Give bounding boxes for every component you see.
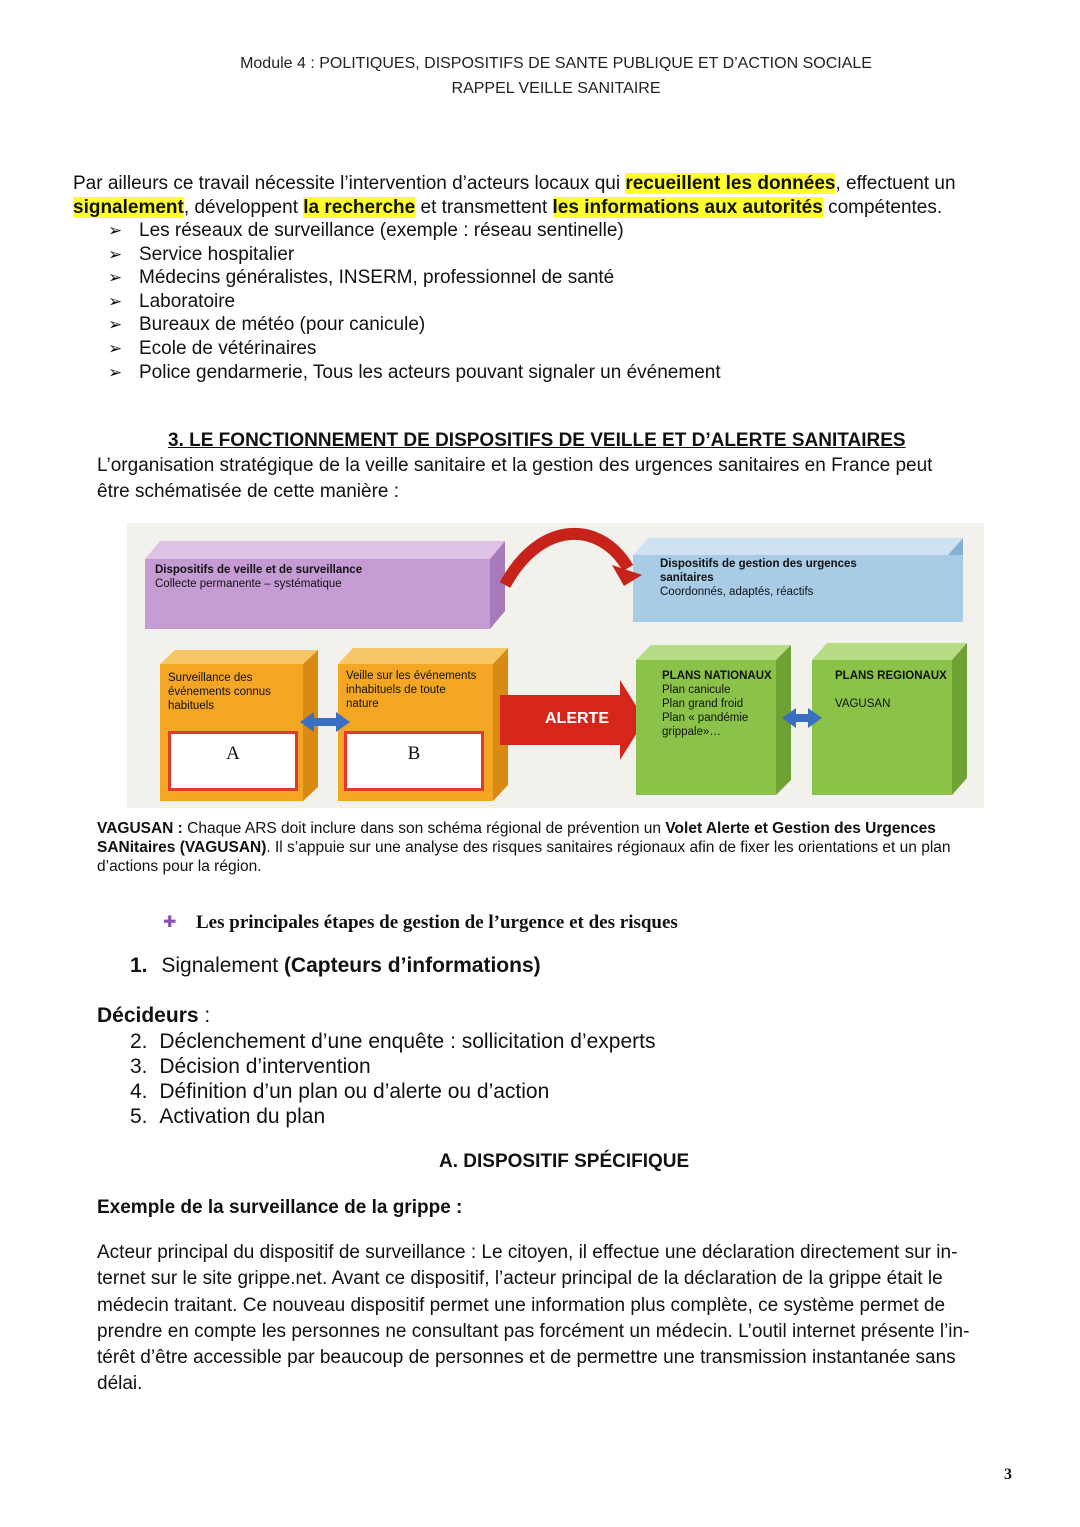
nat-box-top: [636, 645, 791, 660]
arrow-bullet-icon: ➢: [108, 338, 123, 358]
gestion-box-top: [633, 538, 963, 555]
reg-box-label: PLANS REGIONAUX VAGUSAN: [835, 670, 947, 710]
section-a-title: A. DISPOSITIF SPÉCIFIQUE: [439, 1151, 690, 1172]
list-item: ➢ Service hospitalier: [108, 243, 295, 265]
curved-arrow-icon: [505, 534, 628, 585]
box-b-top: [338, 648, 508, 664]
intro-line-1: Par ailleurs ce travail nécessite l’intervention d’acteurs locaux qui recueillent les données, effectuent un: [73, 173, 956, 194]
arrow-bullet-icon: ➢: [108, 291, 123, 311]
arrow-bullet-icon: ➢: [108, 315, 123, 335]
arrow-bullet-icon: ➢: [108, 268, 123, 288]
decideurs-label: Décideurs :: [97, 1004, 211, 1027]
vagusan-note: VAGUSAN : Chaque ARS doit inclure dans son schéma régional de prévention un Volet Alerte et Gestion des Urgences SANitaires (VAGUSAN). Il s’appuie sur une analyse des risques sanitaires régionaux afin de fixer les orientations et un plan d’actions pour la région.: [97, 820, 951, 875]
page-header-title: Module 4 : POLITIQUES, DISPOSITIFS DE SANTE PUBLIQUE ET D’ACTION SOCIALE: [240, 55, 872, 72]
alerte-label: ALERTE: [545, 710, 609, 727]
box-b-label: Veille sur les événements inhabituels de toute nature: [346, 670, 477, 710]
section-3-title: 3. LE FONCTIONNEMENT DE DISPOSITIFS DE VEILLE ET D’ALERTE SANITAIRES: [168, 430, 906, 451]
highlight-informations: les informations aux autorités: [552, 197, 823, 218]
list-item: ➢ Les réseaux de surveillance (exemple : réseau sentinelle): [108, 220, 624, 241]
reg-box-side: [952, 643, 967, 795]
page-number: 3: [1004, 1466, 1012, 1483]
plus-bullet-icon: ✚: [163, 914, 177, 931]
list-item: 5. Activation du plan: [130, 1105, 326, 1128]
nat-box-label: PLANS NATIONAUX Plan canicule Plan grand froid Plan « pandémie grippale»…: [662, 670, 772, 738]
list-item: 2. Déclenchement d’une enquête : sollicitation d’experts: [130, 1030, 656, 1053]
steps-list: [130, 1029, 656, 1129]
list-item: ➢ Laboratoire: [108, 290, 236, 312]
list-item: ➢ Ecole de vétérinaires: [108, 337, 317, 359]
list-item: ➢ Médecins généralistes, INSERM, professionnel de santé: [108, 267, 615, 289]
arrow-bullet-icon: ➢: [108, 362, 123, 382]
step-1: 1. Signalement (Capteurs d’informations): [130, 954, 541, 977]
highlight-recherche: la recherche: [303, 197, 416, 218]
gestion-box: Dispositifs de gestion des urgences sanitaires Coordonnés, adaptés, réactifs: [660, 558, 857, 598]
highlight-recueillent: recueillent les données: [625, 173, 836, 194]
reg-box-top: [812, 643, 967, 660]
box-a-label: Surveillance des événements connus habituels: [168, 672, 271, 712]
grippe-paragraph: Acteur principal du dispositif de surveillance : Le citoyen, il effectue une déclaration directement sur in- ternet sur le site grippe.net. Avant ce dispositif, l’acteur principal de la déclaration de la grippe était le médecin traitant. Ce nouveau dispositif permet une information plus complète, ce système permet de prendre en compte les personnes ne consultant pas forcément un médecin. L’outil internet présente l’in- térêt d’être accessible par beaucoup de personnes et de permettre une transmission instantanée sans délai.: [97, 1242, 970, 1395]
list-item: 3. Décision d’intervention: [130, 1055, 371, 1078]
list-item: ➢ Police gendarmerie, Tous les acteurs pouvant signaler un événement: [108, 361, 721, 383]
veille-box-top: [145, 541, 505, 559]
arrow-bullet-icon: ➢: [108, 221, 123, 240]
intro-line-2: signalement, développent la recherche et transmettent les informations aux autorités compétentes.: [73, 197, 943, 218]
steps-title: Les principales étapes de gestion de l’urgence et des risques: [196, 912, 678, 933]
box-a-letter: A: [168, 731, 298, 791]
box-b-letter: B: [344, 731, 484, 791]
example-title: Exemple de la surveillance de la grippe :: [97, 1197, 463, 1218]
arrow-bullet-icon: ➢: [108, 244, 123, 264]
list-item: ➢ Bureaux de météo (pour canicule): [108, 314, 426, 336]
box-a-top: [160, 650, 318, 664]
list-item: 4. Définition d’un plan ou d’alerte ou d’action: [130, 1080, 550, 1103]
page-header-subtitle: RAPPEL VEILLE SANITAIRE: [451, 80, 661, 97]
highlight-signalement: signalement: [73, 197, 184, 218]
section-3-intro: L’organisation stratégique de la veille sanitaire et la gestion des urgences sanitaires en France peut être schématisée de cette manière :: [97, 455, 933, 502]
veille-box: Dispositifs de veille et de surveillance Collecte permanente – systématique: [155, 564, 363, 590]
